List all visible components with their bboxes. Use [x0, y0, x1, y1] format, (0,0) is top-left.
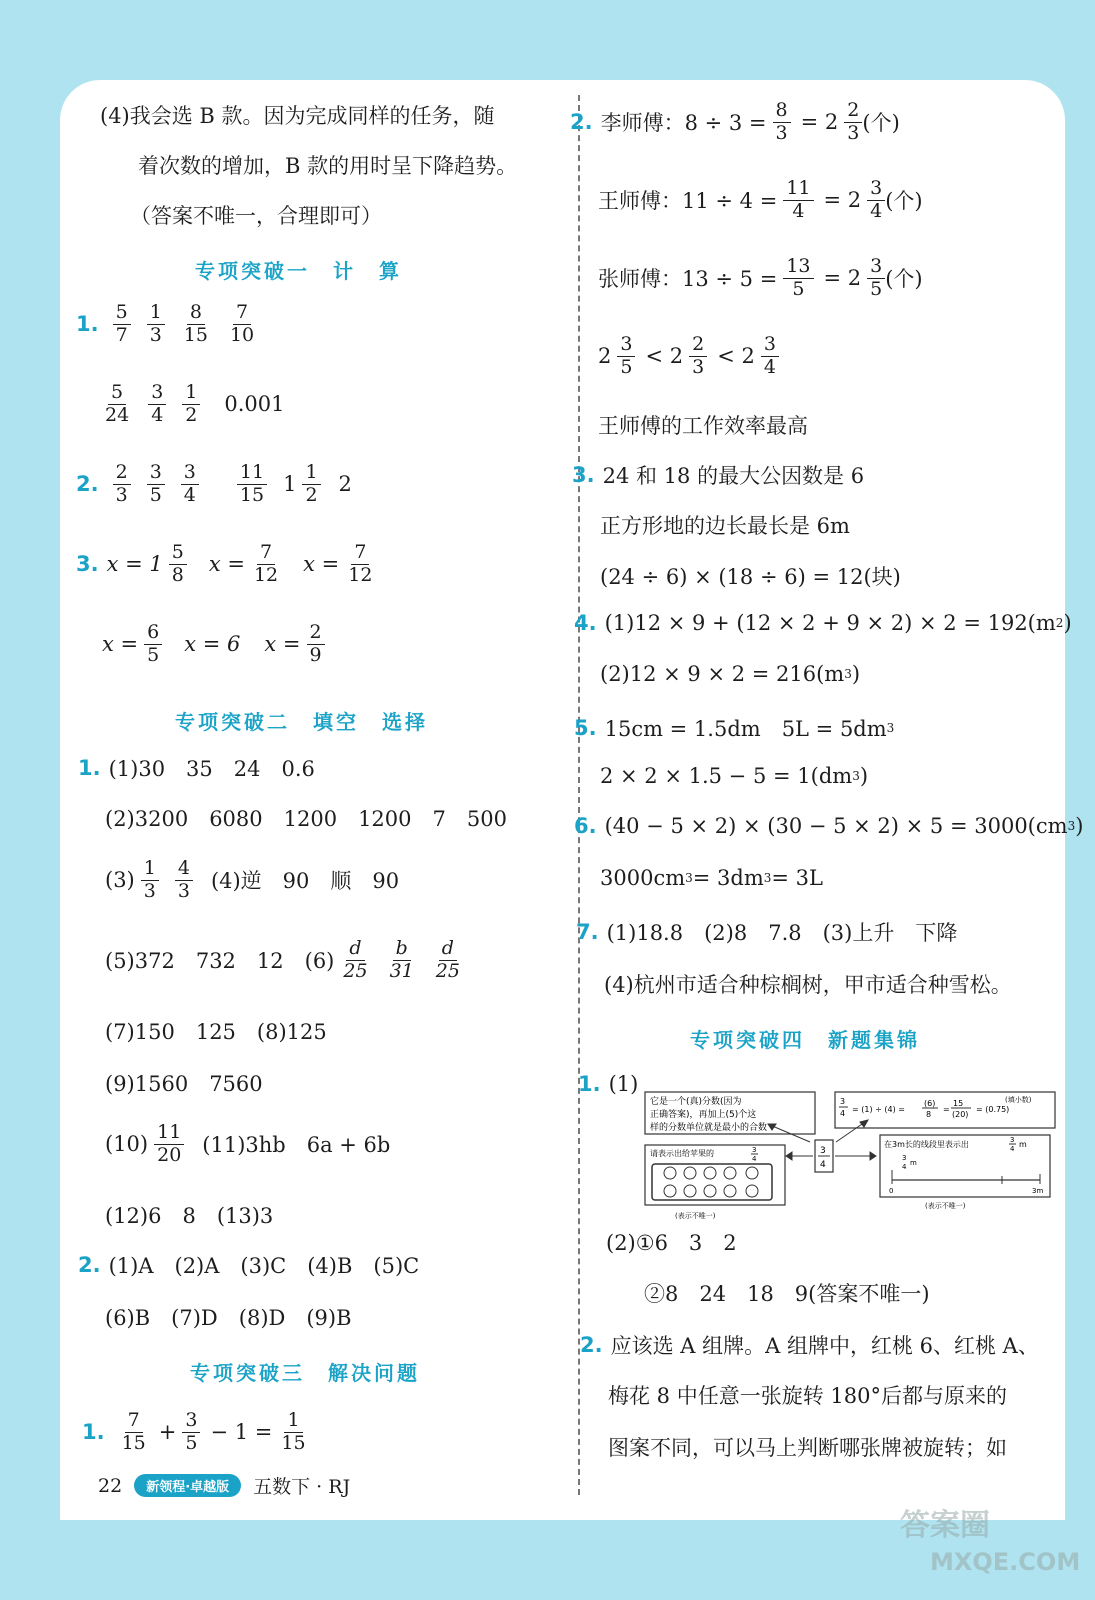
- q4-number: 4.: [574, 611, 597, 635]
- s2-q2-number: 2.: [78, 1253, 101, 1277]
- concept-box-equivalents: [835, 1092, 1055, 1128]
- svg-text:正确答案)，再加上(5)个这: 正确答案)，再加上(5)个这: [650, 1110, 757, 1120]
- q7-line2: (4)杭州市适合种棕榈树，甲市适合种雪松。: [604, 973, 1012, 997]
- fraction: $\frac{3}{4}$: [148, 382, 166, 427]
- decimal-answer: 0.001: [224, 392, 285, 417]
- q7-line1: 7. (1)18.8 (2)8 7.8 (3)上升 下降: [576, 920, 958, 945]
- heading-section-1: 专项突破一 计 算: [195, 259, 402, 283]
- s1-q2-row: [76, 462, 352, 507]
- svg-text:m: m: [910, 1159, 917, 1167]
- equation-text: x =: [102, 632, 139, 657]
- svg-text:3: 3: [752, 1146, 757, 1154]
- s4-q2-line2: 梅花 8 中任意一张旋转 180°后都与原来的: [608, 1384, 1007, 1408]
- svg-text:(填小数): (填小数): [1005, 1096, 1032, 1104]
- q2-compare: 2 $\frac{3}{5}$ < 2 $\frac{2}{3}$ < 2 $\frac{3}{4}$: [598, 334, 789, 379]
- q5-number: 5.: [574, 716, 597, 740]
- fraction: $\frac{3}{5}$: [147, 462, 165, 507]
- fraction: $\frac{2}{3}$: [844, 100, 862, 145]
- s2-q1-row6: (9)1560 7560: [105, 1072, 263, 1096]
- s2-q1-row2: (2)3200 6080 1200 1200 7 500: [105, 807, 507, 831]
- fraction: $\frac{3}{4}$: [867, 178, 885, 223]
- fraction: $\frac{1}{2}$: [302, 462, 320, 507]
- s1-q2-number: 2.: [76, 472, 99, 497]
- s1-q3-row1: [76, 542, 385, 587]
- fraction: $\frac{b}{31}$: [389, 937, 414, 982]
- concept-box-true-fraction: [645, 1092, 815, 1134]
- s4-q1-part2-row1: (2)①6 3 2: [606, 1231, 737, 1255]
- fraction: $\frac{3}{5}$: [617, 334, 635, 379]
- fraction: $\frac{3}{5}$: [867, 256, 885, 301]
- svg-text:3: 3: [902, 1154, 907, 1162]
- answer-value: 2: [338, 472, 352, 497]
- q3-line1: 3. 24 和 18 的最大公因数是 6: [572, 463, 865, 488]
- fraction: $\frac{3}{4}$: [761, 334, 779, 379]
- q4-line2: (2)12 × 9 × 2 = 216(m 3 ): [600, 662, 861, 686]
- s3-q1-row: 1. $\frac{7}{15}$ + $\frac{3}{5}$ − 1 = $\frac{1}{15}$: [82, 1410, 319, 1455]
- s2-q1-row3: (3) $\frac{1}{3}$ $\frac{4}{3}$ (4)逆 90 顺 90: [105, 857, 400, 902]
- fraction: $\frac{7}{12}$: [253, 541, 279, 586]
- s1-q3-row2: [102, 622, 335, 667]
- fraction: $\frac{13}{5}$: [783, 256, 813, 301]
- s2-q1-number: 1.: [78, 756, 101, 780]
- concept-box-line-segment: [880, 1135, 1050, 1210]
- svg-text:在3m长的线段里表示出: 在3m长的线段里表示出: [884, 1140, 969, 1149]
- svg-text:= (1) ÷ (4) =: = (1) ÷ (4) =: [852, 1105, 905, 1114]
- q7-number: 7.: [576, 920, 599, 944]
- s4-q1-number: 1.: [578, 1072, 601, 1096]
- fraction: $\frac{8}{3}$: [773, 100, 791, 145]
- q4-line1: 4. (1)12 × 9 + (12 × 2 + 9 × 2) × 2 = 192(m 2 ): [574, 611, 1072, 635]
- svg-text:4: 4: [840, 1109, 846, 1118]
- q5-line2: 2 × 2 × 1.5 − 5 = 1(dm 3 ): [600, 764, 869, 788]
- svg-text:(表示不唯一): (表示不唯一): [675, 1212, 716, 1220]
- fraction: $\frac{7}{12}$: [348, 541, 373, 586]
- fraction: $\frac{11}{15}$: [237, 462, 267, 507]
- fraction: $\frac{11}{4}$: [783, 178, 813, 223]
- s4-q1-part2-row2: ②8 24 18 9(答案不唯一): [644, 1282, 930, 1306]
- svg-text:它是一个(真)分数(因为: 它是一个(真)分数(因为: [650, 1097, 742, 1107]
- fraction: $\frac{6}{5}$: [144, 622, 162, 667]
- fraction: $\frac{7}{10}$: [229, 301, 255, 346]
- fraction: $\frac{1}{3}$: [141, 858, 159, 903]
- svg-text:4: 4: [1010, 1145, 1015, 1153]
- s1-q3-number: 3.: [76, 552, 99, 577]
- fraction: $\frac{11}{20}$: [154, 1122, 184, 1167]
- q6-number: 6.: [574, 814, 597, 838]
- series-badge: 新领程·卓越版: [134, 1474, 241, 1497]
- heading-section-3: 专项突破三 解决问题: [190, 1361, 420, 1385]
- fraction: $\frac{4}{3}$: [175, 858, 193, 903]
- grade-label: 五数下 · RJ: [253, 1476, 351, 1498]
- equation-text: x =: [208, 552, 245, 577]
- svg-text:8: 8: [926, 1110, 932, 1119]
- fraction: $\frac{2}{3}$: [689, 334, 707, 379]
- equation-text: x = 6: [184, 632, 241, 657]
- fraction: $\frac{5}{8}$: [169, 542, 187, 587]
- q6-line1: 6. (40 − 5 × 2) × (30 − 5 × 2) × 5 = 3000(cm 3 ): [574, 814, 1084, 838]
- svg-text:请表示出给苹果的: 请表示出给苹果的: [650, 1149, 714, 1158]
- svg-text:15: 15: [953, 1099, 964, 1108]
- fraction: $\frac{d}{25}$: [435, 937, 460, 982]
- s2-q1-row1: 1. (1)30 35 24 0.6: [78, 756, 315, 781]
- fraction-concept-diagram: [640, 1090, 1060, 1230]
- q3-number: 3.: [572, 463, 595, 487]
- intro-line-2: 着次数的增加，B 款的用时呈下降趋势。: [138, 154, 518, 178]
- fraction: $\frac{3}{5}$: [182, 1410, 200, 1455]
- intro-line-3: （答案不唯一，合理即可）: [130, 204, 382, 228]
- q2-number: 2.: [570, 110, 593, 135]
- q2-line-wang: 王师傅：11 ÷ 4 = $\frac{11}{4}$ = 2 $\frac{3}{4}$ (个): [598, 177, 923, 222]
- q6-line2: 3000cm 3 = 3dm 3 = 3L: [600, 866, 823, 890]
- svg-text:3: 3: [840, 1097, 846, 1106]
- s2-q2-row2: (6)B (7)D (8)D (9)B: [105, 1306, 352, 1330]
- fraction: $\frac{3}{4}$: [181, 462, 199, 507]
- svg-text:3: 3: [820, 1146, 826, 1156]
- svg-text:= (0.75): = (0.75): [976, 1105, 1010, 1114]
- heading-section-4: 专项突破四 新题集锦: [690, 1028, 920, 1052]
- column-divider: [578, 95, 580, 1495]
- page-number: 22: [98, 1474, 123, 1497]
- s4-q2-line1: 2. 应该选 A 组牌。A 组牌中，红桃 6、红桃 A、: [580, 1333, 1039, 1358]
- q3-line3: (24 ÷ 6) × (18 ÷ 6) = 12(块): [600, 565, 901, 589]
- page-footer: [98, 1472, 350, 1499]
- equation-text: x =: [264, 632, 301, 657]
- svg-text:(表示不唯一): (表示不唯一): [925, 1202, 966, 1210]
- heading-section-2: 专项突破二 填空 选择: [175, 710, 428, 734]
- s2-q1-row4: (5)372 732 12 (6) $\frac{d}{25}$ $\frac{b}{31}$ $\frac{d}{25}$: [105, 938, 473, 983]
- watermark-url: MXQE.COM: [930, 1548, 1081, 1576]
- fraction: $\frac{5}{24}$: [105, 381, 130, 426]
- q2-conclusion: 王师傅的工作效率最高: [598, 414, 808, 438]
- q3-line2: 正方形地的边长最长是 6m: [600, 514, 850, 538]
- s2-q2-row1: 2. (1)A (2)A (3)C (4)B (5)C: [78, 1253, 420, 1278]
- fraction: $\frac{1}{15}$: [281, 1409, 306, 1454]
- svg-text:(20): (20): [952, 1110, 969, 1119]
- svg-text:4: 4: [752, 1155, 757, 1163]
- fraction: $\frac{2}{3}$: [113, 462, 131, 507]
- fraction: $\frac{7}{15}$: [121, 1409, 146, 1454]
- s4-q1-label: 1. (1): [578, 1072, 639, 1096]
- s2-q1-row7: (10) $\frac{11}{20}$ (11)3hb 6a + 6b: [105, 1121, 391, 1166]
- svg-text:=: =: [943, 1105, 950, 1114]
- intro-line-1: (4)我会选 B 款。因为完成同样的任务，随: [100, 104, 495, 128]
- svg-text:4: 4: [820, 1160, 826, 1170]
- s1-q1-row1: [76, 302, 267, 347]
- concept-box-apples: [645, 1145, 785, 1220]
- s4-q2-number: 2.: [580, 1333, 603, 1357]
- fraction: $\frac{2}{9}$: [307, 622, 325, 667]
- watermark-logo: 答案圈: [900, 1508, 990, 1543]
- equation-text: x =: [303, 552, 340, 577]
- svg-text:(6): (6): [924, 1099, 936, 1108]
- s1-q1-row2: [96, 382, 285, 427]
- equation-text: x = 1: [106, 552, 163, 577]
- fraction: $\frac{1}{2}$: [182, 382, 200, 427]
- s1-q1-number: 1.: [76, 312, 99, 337]
- center-fraction-box: [815, 1140, 833, 1172]
- q2-line-li: 2. 李师傅：8 ÷ 3 = $\frac{8}{3}$ = 2 $\frac{2}{3}$ (个): [570, 99, 900, 144]
- svg-text:m: m: [1019, 1140, 1027, 1149]
- s4-q2-line3: 图案不同，可以马上判断哪张牌被旋转；如: [608, 1436, 1007, 1460]
- svg-text:0: 0: [889, 1187, 894, 1195]
- fraction: $\frac{1}{3}$: [147, 302, 165, 347]
- svg-text:4: 4: [902, 1163, 907, 1171]
- fraction: $\frac{8}{15}$: [183, 301, 208, 346]
- svg-text:3m: 3m: [1032, 1187, 1044, 1195]
- s2-q1-row8: (12)6 8 (13)3: [105, 1204, 274, 1228]
- svg-text:样的分数单位就是最小的合数: 样的分数单位就是最小的合数: [650, 1123, 768, 1133]
- s2-q1-row5: (7)150 125 (8)125: [105, 1020, 327, 1044]
- fraction: $\frac{d}{25}$: [343, 937, 368, 982]
- q5-line1: 5. 15cm = 1.5dm 5L = 5dm 3: [574, 716, 895, 741]
- mixed-whole: 1: [283, 472, 297, 497]
- svg-text:3: 3: [1010, 1136, 1015, 1144]
- fraction: $\frac{5}{7}$: [113, 302, 131, 347]
- s3-q1-number: 1.: [82, 1420, 105, 1445]
- q2-line-zhang: 张师傅：13 ÷ 5 = $\frac{13}{5}$ = 2 $\frac{3}{5}$ (个): [598, 255, 923, 300]
